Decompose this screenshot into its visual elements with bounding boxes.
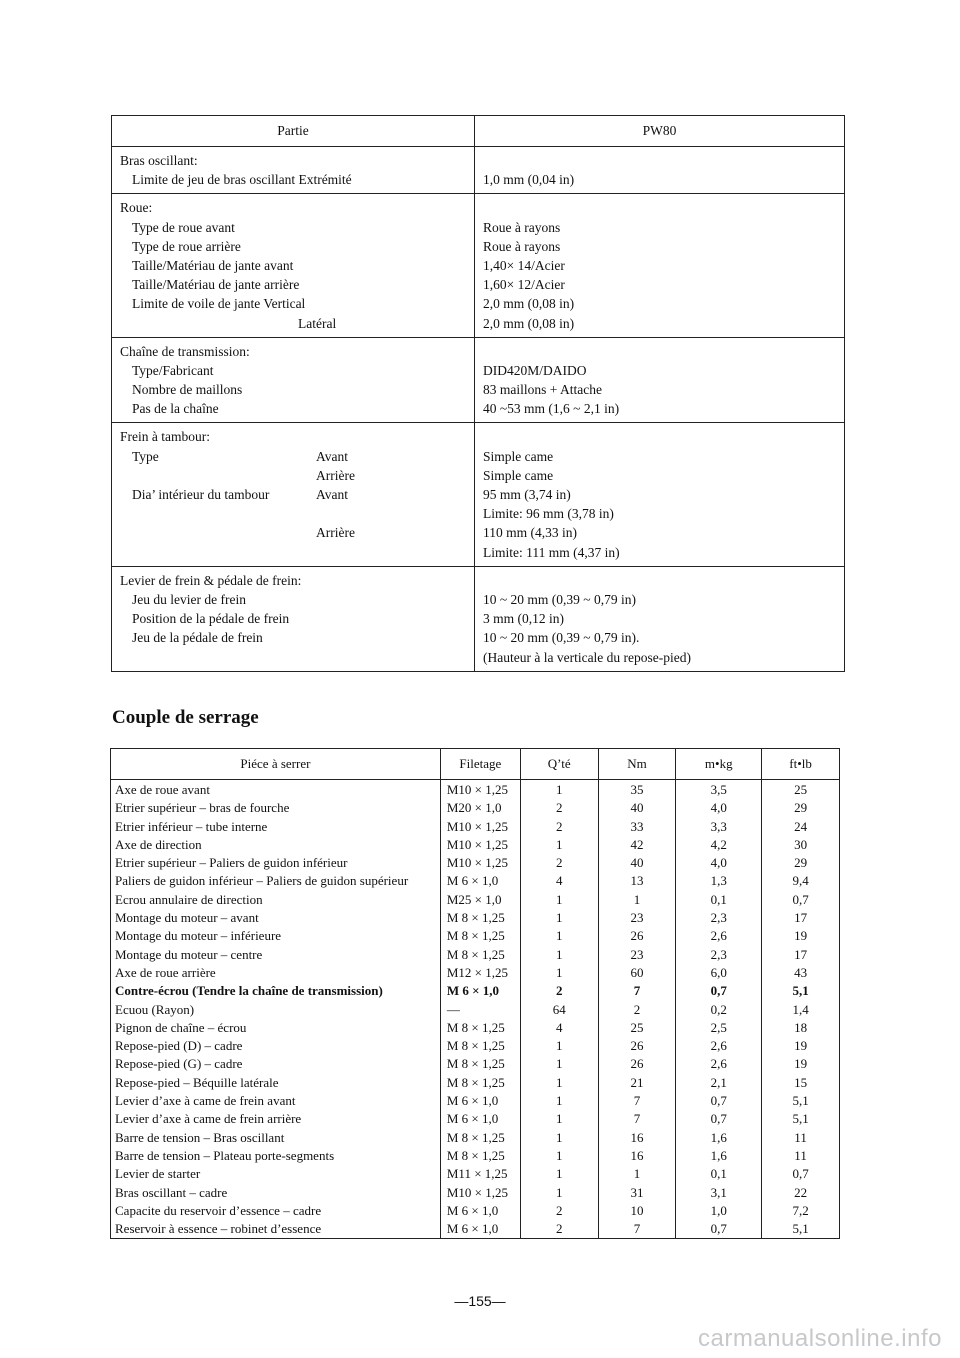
header-qte: Q’té [520,749,598,780]
torque-ftlb: 29 [762,799,840,817]
torque-qte: 1 [520,1184,598,1202]
header-ftlb: ft•lb [762,749,840,780]
torque-ftlb: 0,7 [762,1165,840,1183]
torque-filetage: M10 × 1,25 [440,836,520,854]
spec-value-cell [475,566,845,671]
spec-part-cell [112,423,475,566]
torque-piece: Axe de roue arrière [111,964,441,982]
table-row [111,1220,840,1239]
torque-nm: 26 [598,1037,676,1055]
torque-qte: 1 [520,946,598,964]
torque-mkg: 2,1 [676,1074,762,1092]
table-row [111,1055,840,1073]
torque-ftlb: 7,2 [762,1202,840,1220]
torque-mkg: 6,0 [676,964,762,982]
spec-row-bras-oscillant [112,147,845,194]
torque-nm: 40 [598,799,676,817]
torque-nm: 16 [598,1129,676,1147]
torque-ftlb: 19 [762,1037,840,1055]
spec-part-line: Type de roue arrière [132,238,241,254]
torque-nm: 60 [598,964,676,982]
spec-value-line: 10 ~ 20 mm (0,39 ~ 0,79 in) [483,591,636,607]
torque-ftlb: 17 [762,946,840,964]
spec-value-line [483,571,836,590]
spec-value-line: 40 ~53 mm (1,6 ~ 2,1 in) [483,401,620,417]
torque-piece: Montage du moteur – avant [111,909,441,927]
spec-value-line: 2,0 mm (0,08 in) [483,296,575,312]
table-row [111,1092,840,1110]
torque-piece: Montage du moteur – inférieure [111,927,441,945]
torque-ftlb: 9,4 [762,872,840,890]
torque-qte: 2 [520,1202,598,1220]
spec-value-line: Roue à rayons [483,238,561,254]
torque-ftlb: 19 [762,1055,840,1073]
torque-mkg: 0,7 [676,982,762,1000]
torque-ftlb: 1,4 [762,1001,840,1019]
torque-mkg: 1,3 [676,872,762,890]
torque-piece: Etrier supérieur – Paliers de guidon inférieur [111,854,441,872]
torque-filetage: M 8 × 1,25 [440,1037,520,1055]
torque-piece: Capacite du reservoir d’essence – cadre [111,1202,441,1220]
table-row [111,1110,840,1128]
spec-part-line: Arrière [316,525,355,541]
torque-piece: Barre de tension – Bras oscillant [111,1129,441,1147]
spec-value-cell [475,147,845,194]
torque-filetage: M 8 × 1,25 [440,946,520,964]
torque-ftlb: 18 [762,1019,840,1037]
torque-filetage: M11 × 1,25 [440,1165,520,1183]
spec-value-line: 3 mm (0,12 in) [483,611,564,627]
torque-ftlb: 19 [762,927,840,945]
spec-part-line: Arrière [316,467,355,483]
table-row [111,964,840,982]
torque-qte: 1 [520,1092,598,1110]
spec-value-line: 83 maillons + Attache [483,382,602,398]
table-row [111,818,840,836]
torque-qte: 1 [520,964,598,982]
torque-nm: 26 [598,1055,676,1073]
torque-ftlb: 30 [762,836,840,854]
torque-nm: 7 [598,1220,676,1239]
torque-nm: 7 [598,1092,676,1110]
torque-qte: 2 [520,799,598,817]
spec-value-cell [475,423,845,566]
torque-ftlb: 24 [762,818,840,836]
torque-filetage: M20 × 1,0 [440,799,520,817]
spec-value-line: Limite: 111 mm (4,37 in) [483,544,620,560]
table-row [111,1019,840,1037]
torque-nm: 2 [598,1001,676,1019]
torque-table [110,748,840,1239]
torque-nm: 23 [598,946,676,964]
torque-mkg: 0,2 [676,1001,762,1019]
torque-qte: 1 [520,1055,598,1073]
torque-mkg: 2,5 [676,1019,762,1037]
torque-qte: 1 [520,927,598,945]
spec-part-line: Chaîne de transmission: [120,343,250,359]
header-model: PW80 [475,116,845,147]
torque-qte: 2 [520,818,598,836]
table-row [111,891,840,909]
torque-filetage: M 8 × 1,25 [440,1055,520,1073]
torque-filetage: M 8 × 1,25 [440,1074,520,1092]
torque-nm: 7 [598,982,676,1000]
spec-part-cell [112,194,475,337]
torque-piece: Barre de tension – Plateau porte-segments [111,1147,441,1165]
torque-ftlb: 29 [762,854,840,872]
torque-filetage: M10 × 1,25 [440,818,520,836]
spec-part-line: Dia’ intérieur du tambour Avant [132,487,348,502]
header-piece: Piéce à serrer [111,749,441,780]
torque-piece: Reservoir à essence – robinet d’essence [111,1220,441,1239]
torque-nm: 33 [598,818,676,836]
torque-nm: 1 [598,1165,676,1183]
spec-part-line [120,504,466,523]
torque-ftlb: 11 [762,1147,840,1165]
torque-filetage: M 6 × 1,0 [440,1110,520,1128]
table-row [111,982,840,1000]
spec-value-line: DID420M/DAIDO [483,362,587,378]
torque-filetage: M12 × 1,25 [440,964,520,982]
spec-value-line [483,198,836,217]
header-partie: Partie [112,116,475,147]
table-row [111,1202,840,1220]
torque-mkg: 2,6 [676,927,762,945]
torque-nm: 31 [598,1184,676,1202]
spec-value-line: 2,0 mm (0,08 in) [483,315,575,331]
torque-piece: Ecuou (Rayon) [111,1001,441,1019]
torque-qte: 1 [520,1165,598,1183]
torque-mkg: 0,7 [676,1220,762,1239]
torque-mkg: 3,5 [676,780,762,800]
torque-piece: Levier d’axe à came de frein arrière [111,1110,441,1128]
torque-nm: 35 [598,780,676,800]
spec-part-cell [112,337,475,423]
torque-mkg: 0,1 [676,891,762,909]
table-row [111,836,840,854]
torque-piece: Bras oscillant – cadre [111,1184,441,1202]
spec-part-line: Bras oscillant: [120,153,198,168]
table-row [111,1074,840,1092]
torque-qte: 1 [520,1147,598,1165]
torque-filetage: M 8 × 1,25 [440,1147,520,1165]
header-filetage: Filetage [440,749,520,780]
spec-value-line: 1,60× 12/Acier [483,277,565,293]
torque-filetage: — [440,1001,520,1019]
torque-nm: 25 [598,1019,676,1037]
torque-ftlb: 5,1 [762,1220,840,1239]
spec-part-line: Nombre de maillons [132,382,243,398]
spec-value-line: Simple came [483,448,554,464]
specification-table [111,115,845,672]
torque-nm: 42 [598,836,676,854]
spec-part-line: Type Avant [132,448,348,464]
spec-part-line [120,543,466,562]
torque-qte: 4 [520,1019,598,1037]
torque-qte: 1 [520,1129,598,1147]
torque-piece: Paliers de guidon inférieur – Paliers de guidon supérieur [111,872,441,890]
spec-row-levier-frein [112,566,845,671]
spec-value-line: Simple came [483,467,554,483]
torque-filetage: M25 × 1,0 [440,891,520,909]
torque-piece: Repose-pied (G) – cadre [111,1055,441,1073]
header-mkg: m•kg [676,749,762,780]
spec-part-line: Jeu de la pédale de frein [132,630,263,646]
table-row [111,909,840,927]
torque-qte: 2 [520,1220,598,1239]
table-row [111,946,840,964]
torque-mkg: 1,6 [676,1147,762,1165]
torque-filetage: M10 × 1,25 [440,1184,520,1202]
torque-piece: Pignon de chaîne – écrou [111,1019,441,1037]
spec-part-line: Latéral [298,315,337,331]
spec-part-line: Type de roue avant [132,219,235,235]
spec-value-line: 95 mm (3,74 in) [483,487,571,502]
torque-nm: 10 [598,1202,676,1220]
torque-qte: 4 [520,872,598,890]
torque-qte: 1 [520,909,598,927]
spec-part-line: Jeu du levier de frein [132,591,246,607]
torque-piece: Contre-écrou (Tendre la chaîne de transmission) [111,982,441,1000]
torque-filetage: M10 × 1,25 [440,780,520,800]
torque-ftlb: 15 [762,1074,840,1092]
torque-qte: 1 [520,780,598,800]
torque-piece: Levier de starter [111,1165,441,1183]
torque-piece: Ecrou annulaire de direction [111,891,441,909]
spec-row-frein-tambour [112,423,845,566]
table-row [111,872,840,890]
torque-filetage: M10 × 1,25 [440,854,520,872]
torque-nm: 23 [598,909,676,927]
torque-mkg: 0,1 [676,1165,762,1183]
table-row [111,927,840,945]
page-number: —155— [454,1293,506,1309]
torque-filetage: M 8 × 1,25 [440,909,520,927]
torque-piece: Axe de direction [111,836,441,854]
torque-nm: 26 [598,927,676,945]
spec-value-line: Roue à rayons [483,219,561,235]
spec-part-line: Pas de la chaîne [132,401,219,417]
torque-filetage: M 6 × 1,0 [440,872,520,890]
spec-part-line: Taille/Matériau de jante arrière [132,277,300,293]
torque-piece: Montage du moteur – centre [111,946,441,964]
spec-value-line: Limite: 96 mm (3,78 in) [483,506,614,522]
torque-ftlb: 25 [762,780,840,800]
torque-qte: 1 [520,891,598,909]
table-row [111,1184,840,1202]
header-nm: Nm [598,749,676,780]
spec-part-line: Type/Fabricant [132,362,214,378]
torque-filetage: M 6 × 1,0 [440,1220,520,1239]
spec-part-line: Levier de frein & pédale de frein: [120,572,302,588]
spec-row-roue [112,194,845,337]
torque-filetage: M 6 × 1,0 [440,982,520,1000]
torque-header-row [111,749,840,780]
table-row [111,780,840,800]
spec-part-cell [112,147,475,194]
spec-row-chaine-transmission [112,337,845,423]
torque-mkg: 2,3 [676,946,762,964]
torque-ftlb: 5,1 [762,1110,840,1128]
spec-value-line [483,151,836,170]
torque-piece: Levier d’axe à came de frein avant [111,1092,441,1110]
torque-mkg: 1,6 [676,1129,762,1147]
watermark: carmanualsonline.info [698,1325,942,1352]
torque-nm: 7 [598,1110,676,1128]
torque-filetage: M 8 × 1,25 [440,1129,520,1147]
table-row [111,1001,840,1019]
torque-ftlb: 17 [762,909,840,927]
torque-qte: 1 [520,836,598,854]
torque-ftlb: 22 [762,1184,840,1202]
torque-qte: 1 [520,1037,598,1055]
table-row [111,1129,840,1147]
torque-piece: Repose-pied (D) – cadre [111,1037,441,1055]
torque-filetage: M 8 × 1,25 [440,927,520,945]
table-row [111,1037,840,1055]
torque-piece: Axe de roue avant [111,780,441,800]
torque-mkg: 3,3 [676,818,762,836]
torque-mkg: 2,6 [676,1055,762,1073]
torque-mkg: 2,3 [676,909,762,927]
torque-mkg: 0,7 [676,1110,762,1128]
torque-filetage: M 6 × 1,0 [440,1202,520,1220]
spec-part-line: Position de la pédale de frein [132,611,290,627]
torque-mkg: 4,0 [676,854,762,872]
spec-value-line [483,427,836,446]
torque-mkg: 3,1 [676,1184,762,1202]
spec-value-line: 10 ~ 20 mm (0,39 ~ 0,79 in). [483,630,640,646]
torque-piece: Etrier inférieur – tube interne [111,818,441,836]
spec-value-line: (Hauteur à la verticale du repose-pied) [483,649,692,665]
spec-value-line: 110 mm (4,33 in) [483,525,577,541]
torque-filetage: M 8 × 1,25 [440,1019,520,1037]
torque-mkg: 0,7 [676,1092,762,1110]
torque-qte: 64 [520,1001,598,1019]
torque-piece: Etrier supérieur – bras de fourche [111,799,441,817]
spec-part-line: Limite de jeu de bras oscillant Extrémité [132,172,352,188]
torque-nm: 13 [598,872,676,890]
torque-nm: 1 [598,891,676,909]
torque-mkg: 2,6 [676,1037,762,1055]
torque-mkg: 1,0 [676,1202,762,1220]
spec-value-line: 1,40× 14/Acier [483,257,565,273]
spec-value-line [483,342,836,361]
torque-nm: 21 [598,1074,676,1092]
spec-value-line: 1,0 mm (0,04 in) [483,172,575,188]
spec-part-line: Taille/Matériau de jante avant [132,257,294,273]
torque-ftlb: 0,7 [762,891,840,909]
spec-part-cell [112,566,475,671]
torque-ftlb: 5,1 [762,1092,840,1110]
table-row [111,1165,840,1183]
torque-mkg: 4,0 [676,799,762,817]
torque-filetage: M 6 × 1,0 [440,1092,520,1110]
table-row [111,1147,840,1165]
table-row [111,799,840,817]
torque-qte: 1 [520,1110,598,1128]
table-row [111,854,840,872]
torque-nm: 40 [598,854,676,872]
torque-ftlb: 5,1 [762,982,840,1000]
torque-ftlb: 11 [762,1129,840,1147]
spec-part-line: Frein à tambour: [120,429,210,445]
spec-value-cell [475,194,845,337]
torque-qte: 1 [520,1074,598,1092]
torque-nm: 16 [598,1147,676,1165]
spec-value-cell [475,337,845,423]
torque-qte: 2 [520,982,598,1000]
torque-qte: 2 [520,854,598,872]
torque-ftlb: 43 [762,964,840,982]
spec-part-line: Limite de voile de jante Vertical [132,296,306,312]
section-title-torque: Couple de serrage [112,707,259,728]
torque-mkg: 4,2 [676,836,762,854]
torque-piece: Repose-pied – Béquille latérale [111,1074,441,1092]
spec-part-line: Roue: [120,200,153,216]
